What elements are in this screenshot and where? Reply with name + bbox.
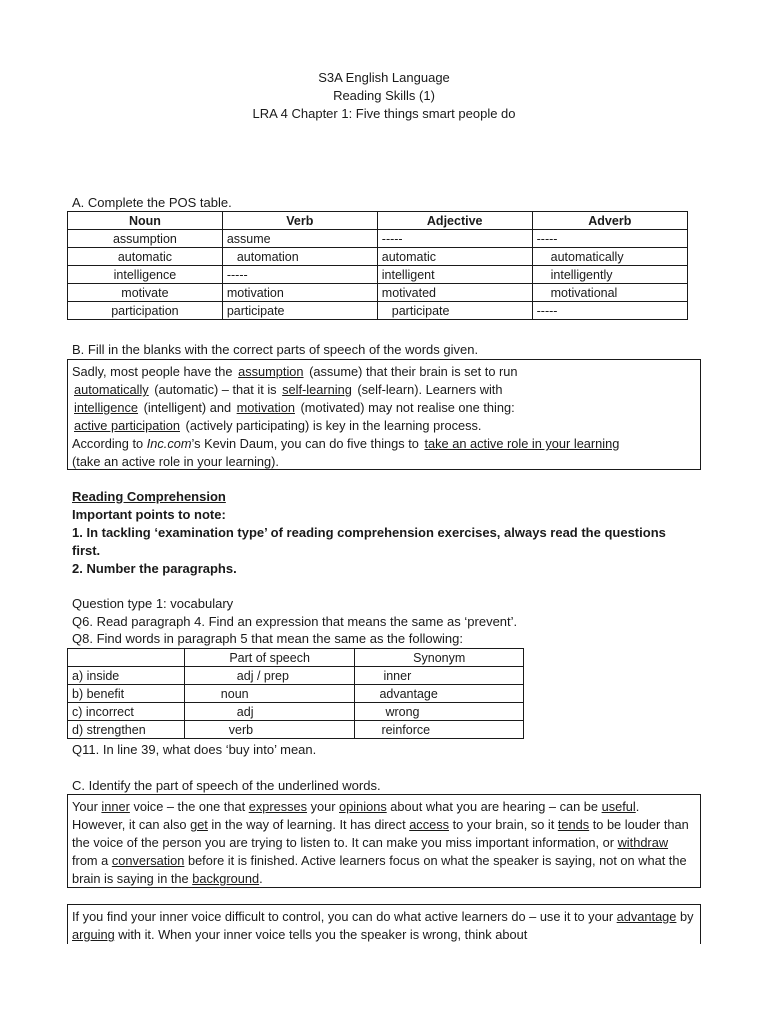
fill-line-3: intelligence (intelligent) and motivation (motivated) may not realise one thing: — [74, 400, 515, 415]
point-2: 2. Number the paragraphs. — [72, 561, 237, 576]
table-cell: motivational — [532, 284, 687, 302]
doc-title-line2: Reading Skills (1) — [333, 88, 435, 103]
underlined-word: get — [190, 817, 208, 832]
underlined-word: arguing — [72, 927, 115, 942]
paragraph-text: to be louder than the voice of the person you are trying to listen to. It can make you miss important information, or — [72, 817, 689, 850]
table-cell: automatic — [377, 248, 532, 266]
paragraph-text: voice – the one that — [129, 799, 249, 814]
table-cell: intelligence — [68, 266, 223, 284]
section-c-paragraph-1 — [67, 794, 701, 888]
underlined-word: inner — [101, 799, 130, 814]
col-synonym: Synonym — [355, 649, 524, 667]
question-11: Q11. In line 39, what does ‘buy into’ mean. — [72, 742, 317, 757]
section-a-title: A. Complete the POS table. — [72, 195, 232, 210]
synonym-table — [67, 648, 524, 739]
table-cell: c) incorrect — [68, 703, 185, 721]
comprehension-title: Reading Comprehension — [72, 489, 226, 504]
underlined-word: conversation — [111, 853, 185, 868]
table-row — [68, 266, 688, 284]
underlined-word: tends — [557, 817, 590, 832]
paragraph-text: in the way of learning. It has direct — [207, 817, 410, 832]
table-cell: a) inside — [68, 667, 185, 685]
answer-blank: motivation — [236, 400, 295, 415]
table-cell: intelligently — [532, 266, 687, 284]
col-part-of-speech: Part of speech — [184, 649, 355, 667]
fill-line-1: Sadly, most people have the assumption (assume) that their brain is set to run — [72, 364, 518, 379]
fill-in-box — [67, 359, 701, 470]
paragraph-text: before it is finished. Active learners focus on what the speaker is saying, not on what the brain is saying in the — [72, 853, 687, 886]
pos-table — [67, 211, 688, 320]
important-points-title: Important points to note: — [72, 507, 226, 522]
table-cell: assumption — [68, 230, 223, 248]
col-adjective: Adjective — [377, 212, 532, 230]
col-verb: Verb — [222, 212, 377, 230]
section-b-title: B. Fill in the blanks with the correct parts of speech of the words given. — [72, 342, 479, 357]
table-cell: ----- — [532, 230, 687, 248]
table-cell: automatic — [68, 248, 223, 266]
point-1-cont: first. — [72, 543, 101, 558]
table-row — [68, 302, 688, 320]
answer-blank: active participation — [74, 418, 180, 433]
answer-blank: take an active role in your learning — [424, 436, 620, 451]
answer-blank: self-learning — [282, 382, 352, 397]
table-cell: automation — [222, 248, 377, 266]
table-cell: participate — [222, 302, 377, 320]
table-cell: reinforce — [355, 721, 524, 739]
paragraph-text: from a — [72, 853, 112, 868]
table-cell: participation — [68, 302, 223, 320]
table-cell: motivation — [222, 284, 377, 302]
table-row — [68, 248, 688, 266]
section-c-paragraph-2 — [67, 904, 701, 944]
table-cell: ----- — [222, 266, 377, 284]
table-row — [68, 721, 524, 739]
table-cell: inner — [355, 667, 524, 685]
doc-title-line1: S3A English Language — [318, 70, 450, 85]
paragraph-text: about what you are hearing – can be — [386, 799, 602, 814]
table-cell: participate — [377, 302, 532, 320]
fill-line-2: automatically (automatic) – that it is self-learning (self-learn). Learners with — [74, 382, 503, 397]
table-cell: automatically — [532, 248, 687, 266]
table-cell: ----- — [377, 230, 532, 248]
table-cell: verb — [184, 721, 355, 739]
table-row — [68, 685, 524, 703]
table-row — [68, 703, 524, 721]
paragraph-text: your — [307, 799, 340, 814]
answer-blank: assumption — [238, 364, 304, 379]
paragraph-text: . However, it can also — [72, 799, 640, 832]
col-adverb: Adverb — [532, 212, 687, 230]
point-1: 1. In tackling ‘examination type’ of reading comprehension exercises, always read the questions — [72, 525, 666, 540]
paragraph-text: with it. When your inner voice tells you the speaker is wrong, think about — [114, 927, 528, 942]
paragraph-text: . — [259, 871, 263, 886]
table-cell: advantage — [355, 685, 524, 703]
synonym-table-header — [68, 649, 524, 667]
paragraph-text: Your — [72, 799, 102, 814]
underlined-word: expresses — [248, 799, 308, 814]
section-c-title: C. Identify the part of speech of the underlined words. — [72, 778, 381, 793]
table-cell: intelligent — [377, 266, 532, 284]
answer-blank: automatically — [74, 382, 149, 397]
fill-line-4: active participation (actively participating) is key in the learning process. — [74, 418, 482, 433]
underlined-word: advantage — [616, 909, 677, 924]
answer-blank: intelligence — [74, 400, 139, 415]
table-row — [68, 230, 688, 248]
table-cell: adj — [184, 703, 355, 721]
table-cell: ----- — [532, 302, 687, 320]
question-type: Question type 1: vocabulary — [72, 596, 234, 611]
table-cell: wrong — [355, 703, 524, 721]
question-8: Q8. Find words in paragraph 5 that mean the same as the following: — [72, 631, 463, 646]
col-noun: Noun — [68, 212, 223, 230]
paragraph-text: If you find your inner voice difficult to control, you can do what active learners do – use it to your — [72, 909, 617, 924]
table-cell: noun — [184, 685, 355, 703]
table-cell: d) strengthen — [68, 721, 185, 739]
underlined-word: access — [409, 817, 450, 832]
table-cell: motivate — [68, 284, 223, 302]
table-row — [68, 667, 524, 685]
pos-table-header — [68, 212, 688, 230]
underlined-word: useful — [601, 799, 636, 814]
table-cell: adj / prep — [184, 667, 355, 685]
underlined-word: background — [192, 871, 260, 886]
col-blank — [68, 649, 185, 667]
doc-title-line3: LRA 4 Chapter 1: Five things smart people do — [252, 106, 516, 121]
table-cell: assume — [222, 230, 377, 248]
table-row — [68, 284, 688, 302]
fill-line-5: According to Inc.com’s Kevin Daum, you can do five things to take an active role in your learning — [72, 436, 620, 451]
table-cell: motivated — [377, 284, 532, 302]
table-cell: b) benefit — [68, 685, 185, 703]
underlined-word: opinions — [339, 799, 387, 814]
underlined-word: withdraw — [617, 835, 669, 850]
paragraph-text: to your brain, so it — [449, 817, 558, 832]
paragraph-text: by — [676, 909, 694, 924]
question-6: Q6. Read paragraph 4. Find an expression that means the same as ‘prevent’. — [72, 614, 518, 629]
fill-line-6: (take an active role in your learning). — [72, 454, 279, 469]
